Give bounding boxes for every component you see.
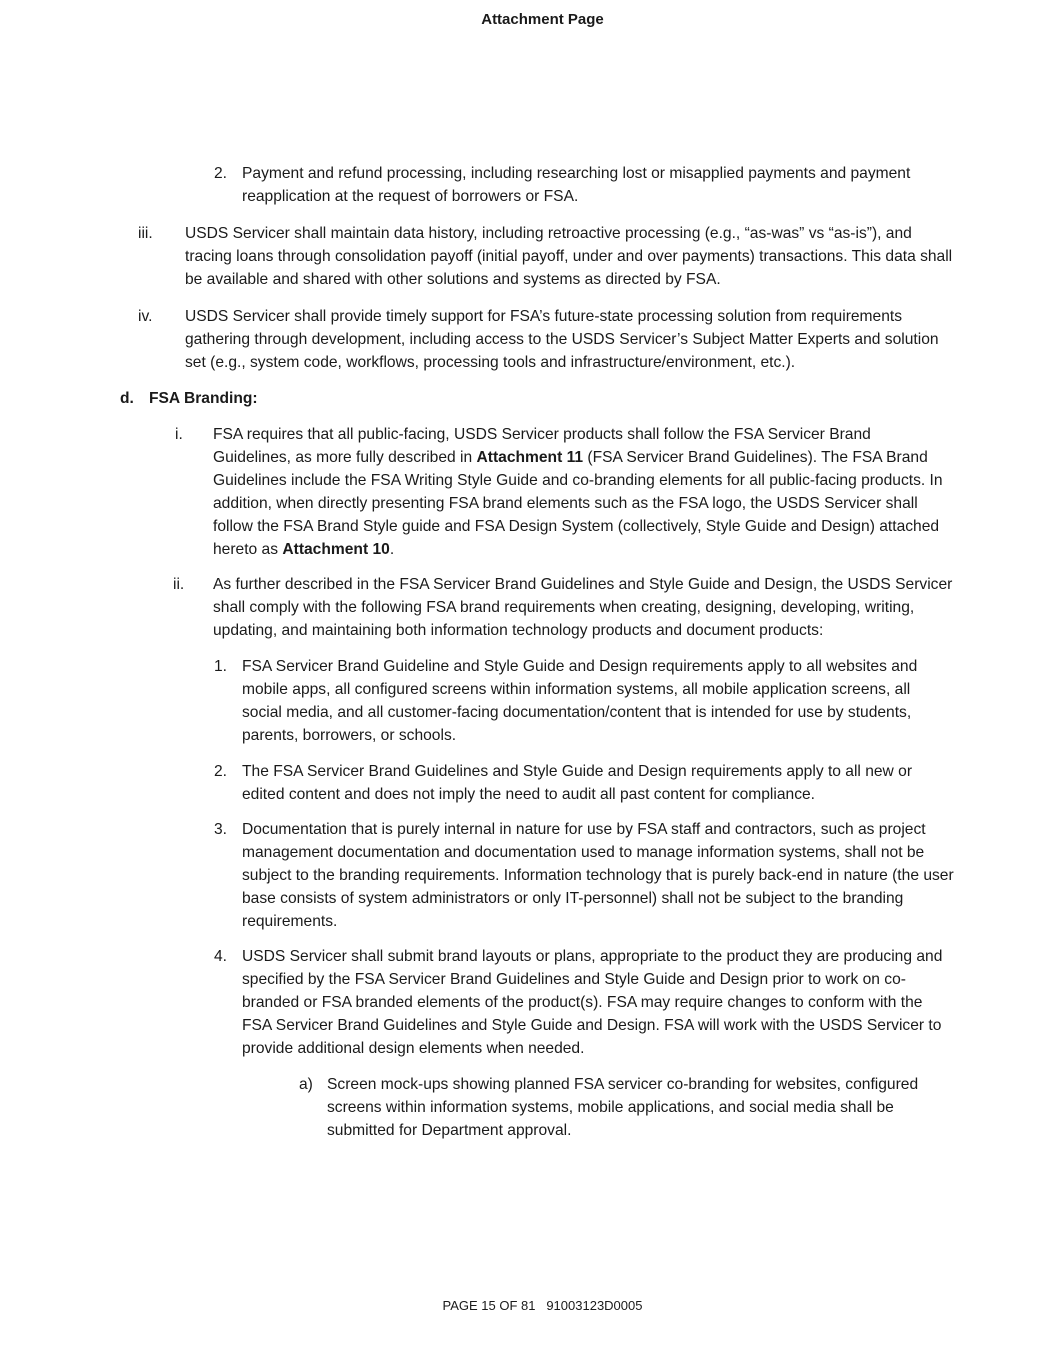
list-roman-numeral: i. <box>175 426 183 443</box>
list-item <box>138 305 957 374</box>
list-item-text: As further described in the FSA Servicer Brand Guidelines and Style Guide and Design, the USDS Servicer shall comply with the following FSA brand requirements when creating, designing, developing, writing, updating, and maintaining both information technology products and document products: <box>213 576 953 639</box>
list-item-text: FSA requires that all public-facing, USDS Servicer products shall follow the FSA Servicer Brand Guidelines, as more fully described in Attachment 11 (FSA Servicer Brand Guidelines). The FSA Brand Guidelines include the FSA Writing Style Guide and co-branding elements for all public-facing products. In addition, when directly presenting FSA brand elements such as the FSA logo, the USDS Servicer shall follow the FSA Brand Style guide and FSA Design System (collectively, Style Guide and Design) attached hereto as Attachment 10. <box>213 426 943 558</box>
page-header: Attachment Page <box>481 11 604 28</box>
list-item-text: Payment and refund processing, including researching lost or misapplied payments and payment reapplication at the request of borrowers or FSA. <box>242 165 911 205</box>
list-item-text: USDS Servicer shall submit brand layouts or plans, appropriate to the product they are producing and specified by the FSA Servicer Brand Guidelines and Style Guide and Design prior to work on co-branded or FSA branded elements of the product(s). FSA may require changes to conform with the FSA Servicer Brand Guidelines and Style Guide and Design. FSA will work with the USDS Servicer to provide additional design elements when needed. <box>242 948 943 1057</box>
list-item <box>214 945 948 1060</box>
list-item-text: FSA Servicer Brand Guideline and Style Guide and Design requirements apply to all websites and mobile apps, all configured screens within information systems, all mobile application screens, all social media, and all customer-facing documentation/content that is intended for use by students, parents, borrowers, or schools. <box>242 658 918 744</box>
list-item-text: Screen mock-ups showing planned FSA servicer co-branding for websites, configured screens within information systems, mobile applications, and social media shall be submitted for Department approval. <box>327 1076 919 1139</box>
list-letter: a) <box>299 1076 313 1093</box>
list-item <box>299 1073 932 1142</box>
list-item <box>175 423 948 561</box>
list-item <box>214 818 954 933</box>
list-item <box>214 760 932 806</box>
attachment-10-reference: Attachment 10 <box>282 541 390 558</box>
list-item-text: The FSA Servicer Brand Guidelines and Style Guide and Design requirements apply to all new or edited content and does not imply the need to audit all past content for compliance. <box>242 763 913 803</box>
list-item <box>173 573 953 642</box>
contract-number: 91003123D0005 <box>546 1298 643 1313</box>
section-title: FSA Branding: <box>149 390 258 407</box>
list-roman-numeral: ii. <box>173 576 185 593</box>
list-number: 2. <box>214 165 228 182</box>
list-roman-numeral: iii. <box>138 225 153 242</box>
section-letter: d. <box>120 390 134 407</box>
page-number: PAGE 15 OF 81 <box>442 1298 536 1313</box>
list-item <box>214 655 942 747</box>
page-footer <box>0 1298 1055 1313</box>
list-item-text: Documentation that is purely internal in nature for use by FSA staff and contractors, such as project management documentation and documentation used to manage information systems, shall not be subject to the branding requirements. Information technology that is purely back-end in nature (the user base consists of system administrators or only IT-personnel) shall not be subject to the branding requirements. <box>242 821 954 930</box>
list-item <box>214 162 942 208</box>
list-item-text: USDS Servicer shall provide timely support for FSA’s future-state processing solution from requirements gathering through development, including access to the USDS Servicer’s Subject Matter Experts and solution set (e.g., system code, workflows, processing tools and infrastructure/environment, etc.). <box>185 308 939 371</box>
list-item-text: USDS Servicer shall maintain data history, including retroactive processing (e.g., “as-was” vs “as-is”), and tracing loans through consolidation payoff (initial payoff, under and over payments) transactions. This data shall be available and shared with other solutions and systems as directed by FSA. <box>185 225 953 288</box>
list-number: 2. <box>214 763 228 780</box>
list-roman-numeral: iv. <box>138 308 153 325</box>
section-heading <box>120 387 749 410</box>
attachment-11-reference: Attachment 11 <box>476 449 584 466</box>
list-number: 4. <box>214 948 228 965</box>
list-number: 1. <box>214 658 228 675</box>
list-item <box>138 222 955 291</box>
list-number: 3. <box>214 821 228 838</box>
